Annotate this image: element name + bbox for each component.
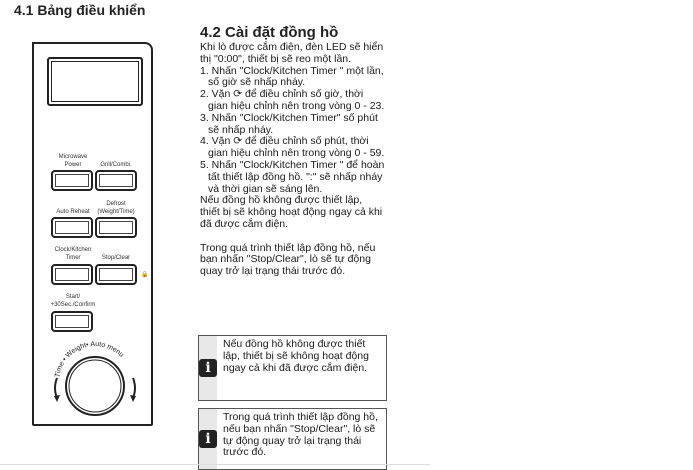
- section-title-control-panel: 4.1 Bảng điều khiển: [14, 2, 146, 18]
- note-text: Trong quá trình thiết lập đồng hồ, nếu bạn nhấn "Stop/Clear", lò sẽ tự động quay trở lại trạng thái trước đó.: [223, 411, 378, 459]
- arrow-left-icon: [55, 378, 57, 398]
- auto-reheat-button: [51, 217, 93, 238]
- info-note: [198, 335, 387, 401]
- text-line: Nếu đồng hồ không được thiết lập,: [200, 194, 363, 207]
- text-line: sẽ nhấp nháy.: [208, 123, 274, 136]
- defrost-button: [95, 217, 137, 238]
- stop-clear-button: [95, 264, 137, 285]
- label-microwave-power: Microwave Power: [58, 154, 88, 168]
- lock-icon: 🔒: [141, 272, 149, 278]
- text-line: quay trở lại trạng thái trước đó.: [200, 265, 346, 278]
- text-line: gian hiệu chỉnh nên trong vòng 0 - 23.: [208, 99, 385, 112]
- text-line: thiết bị sẽ không hoạt động ngay cả khi: [200, 206, 383, 219]
- clock-kitchen-timer-button: [51, 264, 93, 285]
- text-line: tất thiết lập đồng hồ. ":" sẽ nhấp nháy: [208, 170, 383, 183]
- text-line: 2. Vặn ⟳ để điều chỉnh số giờ, thời: [200, 88, 364, 101]
- text-line: 4. Vặn ⟳ để điều chỉnh số phút, thời: [200, 135, 369, 148]
- microwave-power-button: [51, 170, 93, 191]
- divider: [0, 464, 430, 465]
- section-title-clock-setting: 4.2 Cài đặt đồng hồ: [200, 24, 339, 41]
- label-grill-combi: Grill/Combi.: [100, 162, 132, 168]
- text-line: thị "0:00", thiết bị sẽ reo một lần.: [200, 52, 352, 65]
- arrow-right-icon: [133, 378, 135, 398]
- start-button: [51, 311, 93, 332]
- grill-combi-button: [95, 170, 137, 191]
- info-icon: i: [199, 359, 217, 377]
- label-auto-reheat: Auto Reheat: [56, 209, 90, 215]
- text-line: Trong quá trình thiết lập đồng hồ, nếu: [200, 241, 376, 254]
- note-text: Nếu đồng hồ không được thiết lập, thiết bị sẽ không hoạt động ngay cả khi đã được cắm điện.: [223, 338, 369, 374]
- text-line: Khi lò được cắm điện, đèn LED sẽ hiển: [200, 41, 384, 53]
- text-line: 1. Nhấn "Clock/Kitchen Timer " một lần,: [200, 64, 384, 77]
- dial-label: Time • Weight• Auto menu: [54, 340, 125, 378]
- label-stop-clear: Stop/Clear: [101, 255, 131, 261]
- label-start: Start/ +30Sec./Confirm: [50, 294, 96, 308]
- text-line: 5. Nhấn "Clock/Kitchen Timer " để hoàn: [200, 158, 385, 171]
- text-line: số giờ sẽ nhấp nháy.: [208, 76, 306, 89]
- text-line: 3. Nhấn "Clock/Kitchen Timer" số phút: [200, 111, 378, 124]
- label-defrost: Defrost (Weight/Time): [97, 201, 135, 215]
- info-note: [198, 408, 387, 470]
- text-line: và thời gian sẽ sáng lên.: [208, 182, 323, 195]
- text-line: [200, 231, 430, 243]
- info-icon: i: [199, 430, 217, 448]
- display-window: [47, 57, 143, 106]
- label-clock-kitchen-timer: Clock/Kitchen Timer: [54, 247, 92, 261]
- text-line: gian hiệu chỉnh nên trong vòng 0 - 59.: [208, 147, 385, 160]
- dial-knob: [45, 330, 145, 430]
- text-line: bạn nhấn "Stop/Clear", lò sẽ tự động: [200, 253, 371, 266]
- instructions-text: [200, 42, 430, 278]
- text-line: đã được cắm điện.: [200, 217, 289, 230]
